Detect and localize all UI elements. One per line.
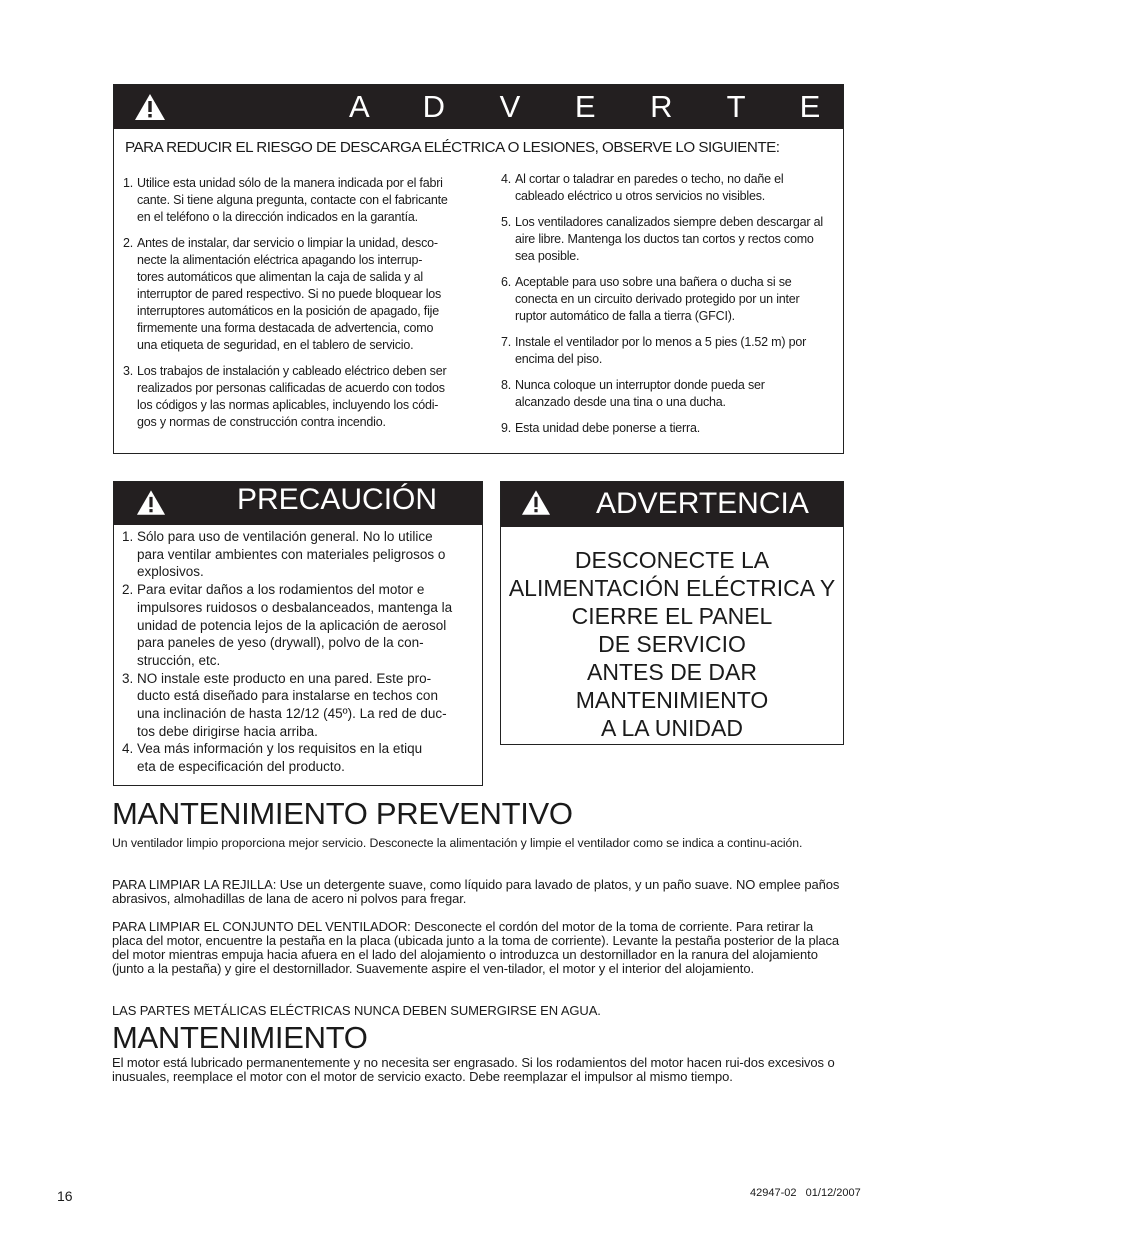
warning-triangle-icon — [134, 93, 166, 121]
list-item-text: Para evitar daños a los rodamientos del motor e impulsores ruidosos o desbalanceados, mantenga la unidad de potencia lejos de la aplicación de aerosol para paneles de yeso (drywall), polvo de la con- strucción, etc. — [137, 582, 453, 668]
list-item-text: Los ventiladores canalizados siempre deben descargar al aire libre. Mantenga los ductos tan cortos y rectos como sea posible. — [515, 215, 823, 263]
warning-header-bar — [114, 85, 1134, 129]
list-item — [123, 175, 483, 226]
list-item-number: 7. — [501, 335, 512, 349]
list-item — [122, 740, 477, 775]
list-item — [501, 334, 841, 368]
grille-cleaning-text: PARA LIMPIAR LA REJILLA: Use un detergente suave, como líquido para lavado de platos, y un paño suave. NO emplee paños abrasivos, almohadillas de lana de acero ni polvos para fregar. — [112, 877, 840, 906]
document-code: 42947-02 01/12/2007 — [750, 1187, 861, 1199]
list-item — [123, 235, 483, 354]
warning-list-left — [123, 175, 483, 440]
list-item-text: Nunca coloque un interruptor donde pueda ser alcanzado desde una tina o una ducha. — [515, 378, 765, 409]
list-item-text: Al cortar o taladrar en paredes o techo, no dañe el cableado eléctrico u otros servicios no visibles. — [515, 172, 784, 203]
list-item — [501, 171, 841, 205]
warning-panel-top — [113, 84, 1134, 454]
warning-subheading: PARA REDUCIR EL RIESGO DE DESCARGA ELÉCTRICA O LESIONES, OBSERVE LO SIGUIENTE: — [125, 139, 780, 156]
list-item-text: Aceptable para uso sobre una bañera o ducha si se conecta en un circuito derivado protegido por un inter ruptor automático de falla a tierra (GFCI). — [515, 275, 800, 323]
warning-small-title: ADVERTENCIA — [596, 487, 809, 520]
warning-panel-disconnect — [500, 481, 844, 745]
list-item-text: Sólo para uso de ventilación general. No lo utilice para ventilar ambientes con materiales peligrosos o explosivos. — [137, 529, 446, 580]
caution-title: PRECAUCIÓN — [237, 483, 438, 516]
warning-triangle-icon — [521, 489, 551, 516]
list-item — [501, 420, 841, 437]
list-item-number: 8. — [501, 378, 512, 392]
list-item-number: 5. — [501, 215, 512, 229]
list-item — [123, 363, 483, 431]
list-item-text: Instale el ventilador por lo menos a 5 pies (1.52 m) por encima del piso. — [515, 335, 807, 366]
metal-parts-warning: LAS PARTES METÁLICAS ELÉCTRICAS NUNCA DEBEN SUMERGIRSE EN AGUA. — [112, 1003, 601, 1018]
warning-small-header-bar — [501, 482, 843, 527]
list-item-text: Esta unidad debe ponerse a tierra. — [515, 421, 700, 435]
list-item-number: 3. — [122, 670, 134, 686]
list-item-text: Los trabajos de instalación y cableado eléctrico deben ser realizados por personas calificadas de acuerdo con todos los códigos y las normas aplicables, incluyendo los códi- gos y normas de construcción contra incendio. — [137, 364, 447, 429]
preventive-intro: Un ventilador limpio proporciona mejor servicio. Desconecte la alimentación y limpie el ventilador como se indica a continu-ación. — [112, 836, 803, 850]
list-item — [501, 274, 841, 325]
caution-header-bar — [114, 482, 482, 525]
page-number: 16 — [57, 1188, 73, 1204]
list-item-number: 3. — [123, 364, 134, 378]
caution-list — [122, 528, 477, 776]
list-item-number: 2. — [122, 582, 134, 598]
disconnect-message: DESCONECTE LA ALIMENTACIÓN ELÉCTRICA Y CIERRE EL PANEL DE SERVICIO ANTES DE DAR MANTENIMIENTO A LA UNIDAD — [508, 547, 836, 741]
warning-list-right — [501, 171, 841, 446]
list-item-number: 2. — [123, 236, 134, 250]
list-item-text: Utilice esta unidad sólo de la manera indicada por el fabri cante. Si tiene alguna pregunta, contacte con el fabricante en el teléfono o la dirección indicados en la garantía. — [137, 176, 448, 224]
maintenance-heading: MANTENIMIENTO — [112, 1020, 368, 1055]
assembly-cleaning-text: PARA LIMPIAR EL CONJUNTO DEL VENTILADOR: Desconecte el cordón del motor de la toma de corriente. Para retirar la placa del motor, encuentre la pestaña en la placa (ubicada junto a la toma de corriente). Levante la pestaña posterior de la placa del motor mientras empuja hacia afuera en el lado del alojamiento o introduzca un destornillador en la ranura del alojamiento (junto a la pestaña) y gire el destornillador. Suavemente aspire el ven-tilador, el motor y el interior del alojamiento. — [112, 919, 840, 976]
list-item — [501, 214, 841, 265]
list-item-number: 1. — [123, 176, 134, 190]
list-item — [501, 377, 841, 411]
list-item-number: 6. — [501, 275, 512, 289]
caution-panel — [113, 481, 483, 786]
list-item-number: 4. — [122, 741, 134, 757]
list-item-text: Antes de instalar, dar servicio o limpiar la unidad, desco- necte la alimentación eléctrica apagando los interrup- tores automáticos que alimentan la caja de salida y al interruptor de pared respectivo. Si no puede bloquear los interruptores automáticos en la posición de apagado, fije firmemente una forma destacada de advertencia, como una etiqueta de seguridad, en el tablero de servicio. — [137, 236, 442, 352]
list-item-number: 1. — [122, 529, 134, 544]
list-item-number: 4. — [501, 172, 512, 186]
list-item-text: NO instale este producto en una pared. Este pro- ducto está diseñado para instalarse en techos con una inclinación de hasta 12/12 (45º). La red de duc- tos debe dirigirse hacia arriba. — [137, 670, 447, 739]
list-item-number: 9. — [501, 421, 512, 435]
preventive-maintenance-heading: MANTENIMIENTO PREVENTIVO — [112, 796, 573, 831]
maintenance-body: El motor está lubricado permanentemente y no necesita ser engrasado. Si los rodamientos del motor hacen rui-dos excesivos o inusuales, reemplace el motor con el motor de servicio exacto. Debe reemplazar el impulsor al mismo tiempo. — [112, 1055, 835, 1084]
warning-title: A D V E R T E N C I A — [349, 89, 1134, 124]
list-item — [122, 528, 477, 581]
list-item-text: Vea más información y los requisitos en la etiqu eta de especificación del producto. — [137, 741, 423, 775]
warning-triangle-icon — [136, 489, 166, 516]
list-item — [122, 581, 477, 670]
list-item — [122, 670, 477, 741]
